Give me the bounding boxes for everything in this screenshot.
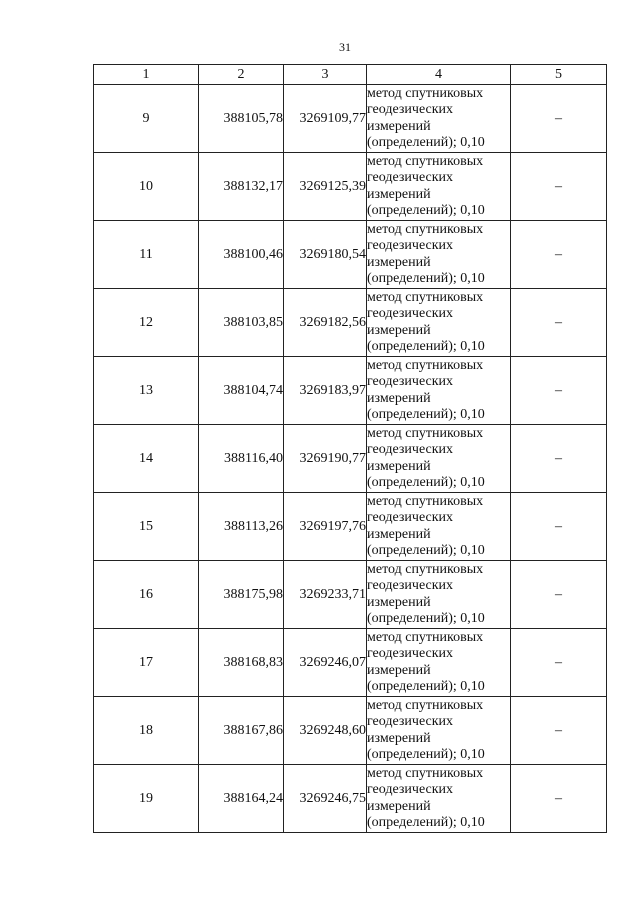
table-row — [94, 561, 607, 629]
point-number-cell: 12 — [94, 289, 199, 357]
x-coordinate-cell: 388105,78 — [199, 85, 284, 153]
method-cell: метод спутниковых геодезических измерений (определений); 0,10 — [367, 221, 511, 289]
x-coordinate-cell: 388164,24 — [199, 765, 284, 833]
table-row — [94, 357, 607, 425]
method-cell: метод спутниковых геодезических измерений (определений); 0,10 — [367, 85, 511, 153]
method-cell: метод спутниковых геодезических измерений (определений); 0,10 — [367, 629, 511, 697]
note-cell: – — [511, 221, 607, 289]
note-cell: – — [511, 561, 607, 629]
page-number: 31 — [339, 40, 351, 54]
header-col-3: 3 — [284, 65, 367, 85]
note-cell: – — [511, 493, 607, 561]
point-number-cell: 16 — [94, 561, 199, 629]
method-cell: метод спутниковых геодезических измерений (определений); 0,10 — [367, 765, 511, 833]
x-coordinate-cell: 388100,46 — [199, 221, 284, 289]
note-cell: – — [511, 697, 607, 765]
y-coordinate-cell: 3269246,75 — [284, 765, 367, 833]
note-cell: – — [511, 357, 607, 425]
x-coordinate-cell: 388104,74 — [199, 357, 284, 425]
x-coordinate-cell: 388116,40 — [199, 425, 284, 493]
table-row — [94, 85, 607, 153]
y-coordinate-cell: 3269183,97 — [284, 357, 367, 425]
point-number-cell: 17 — [94, 629, 199, 697]
x-coordinate-cell: 388175,98 — [199, 561, 284, 629]
point-number-cell: 11 — [94, 221, 199, 289]
y-coordinate-cell: 3269246,07 — [284, 629, 367, 697]
note-cell: – — [511, 765, 607, 833]
method-cell: метод спутниковых геодезических измерений (определений); 0,10 — [367, 289, 511, 357]
point-number-cell: 10 — [94, 153, 199, 221]
point-number-cell: 18 — [94, 697, 199, 765]
header-col-2: 2 — [199, 65, 284, 85]
x-coordinate-cell: 388168,83 — [199, 629, 284, 697]
method-cell: метод спутниковых геодезических измерений (определений); 0,10 — [367, 697, 511, 765]
note-cell: – — [511, 629, 607, 697]
y-coordinate-cell: 3269233,71 — [284, 561, 367, 629]
method-cell: метод спутниковых геодезических измерений (определений); 0,10 — [367, 493, 511, 561]
x-coordinate-cell: 388103,85 — [199, 289, 284, 357]
y-coordinate-cell: 3269180,54 — [284, 221, 367, 289]
point-number-cell: 14 — [94, 425, 199, 493]
y-coordinate-cell: 3269190,77 — [284, 425, 367, 493]
note-cell: – — [511, 289, 607, 357]
coordinates-table — [93, 64, 607, 833]
table-row — [94, 629, 607, 697]
method-cell: метод спутниковых геодезических измерений (определений); 0,10 — [367, 561, 511, 629]
method-cell: метод спутниковых геодезических измерений (определений); 0,10 — [367, 357, 511, 425]
table-body — [94, 85, 607, 833]
table-row — [94, 425, 607, 493]
header-col-1: 1 — [94, 65, 199, 85]
method-cell: метод спутниковых геодезических измерений (определений); 0,10 — [367, 153, 511, 221]
note-cell: – — [511, 85, 607, 153]
table-row — [94, 493, 607, 561]
x-coordinate-cell: 388167,86 — [199, 697, 284, 765]
y-coordinate-cell: 3269197,76 — [284, 493, 367, 561]
point-number-cell: 15 — [94, 493, 199, 561]
note-cell: – — [511, 153, 607, 221]
table-row — [94, 221, 607, 289]
x-coordinate-cell: 388132,17 — [199, 153, 284, 221]
y-coordinate-cell: 3269125,39 — [284, 153, 367, 221]
point-number-cell: 13 — [94, 357, 199, 425]
header-col-5: 5 — [511, 65, 607, 85]
y-coordinate-cell: 3269109,77 — [284, 85, 367, 153]
table-row — [94, 765, 607, 833]
header-col-4: 4 — [367, 65, 511, 85]
point-number-cell: 9 — [94, 85, 199, 153]
table-row — [94, 697, 607, 765]
note-cell: – — [511, 425, 607, 493]
method-cell: метод спутниковых геодезических измерений (определений); 0,10 — [367, 425, 511, 493]
header-row — [94, 65, 607, 85]
point-number-cell: 19 — [94, 765, 199, 833]
y-coordinate-cell: 3269182,56 — [284, 289, 367, 357]
table-row — [94, 289, 607, 357]
y-coordinate-cell: 3269248,60 — [284, 697, 367, 765]
x-coordinate-cell: 388113,26 — [199, 493, 284, 561]
table-header — [94, 65, 607, 85]
table-row — [94, 153, 607, 221]
